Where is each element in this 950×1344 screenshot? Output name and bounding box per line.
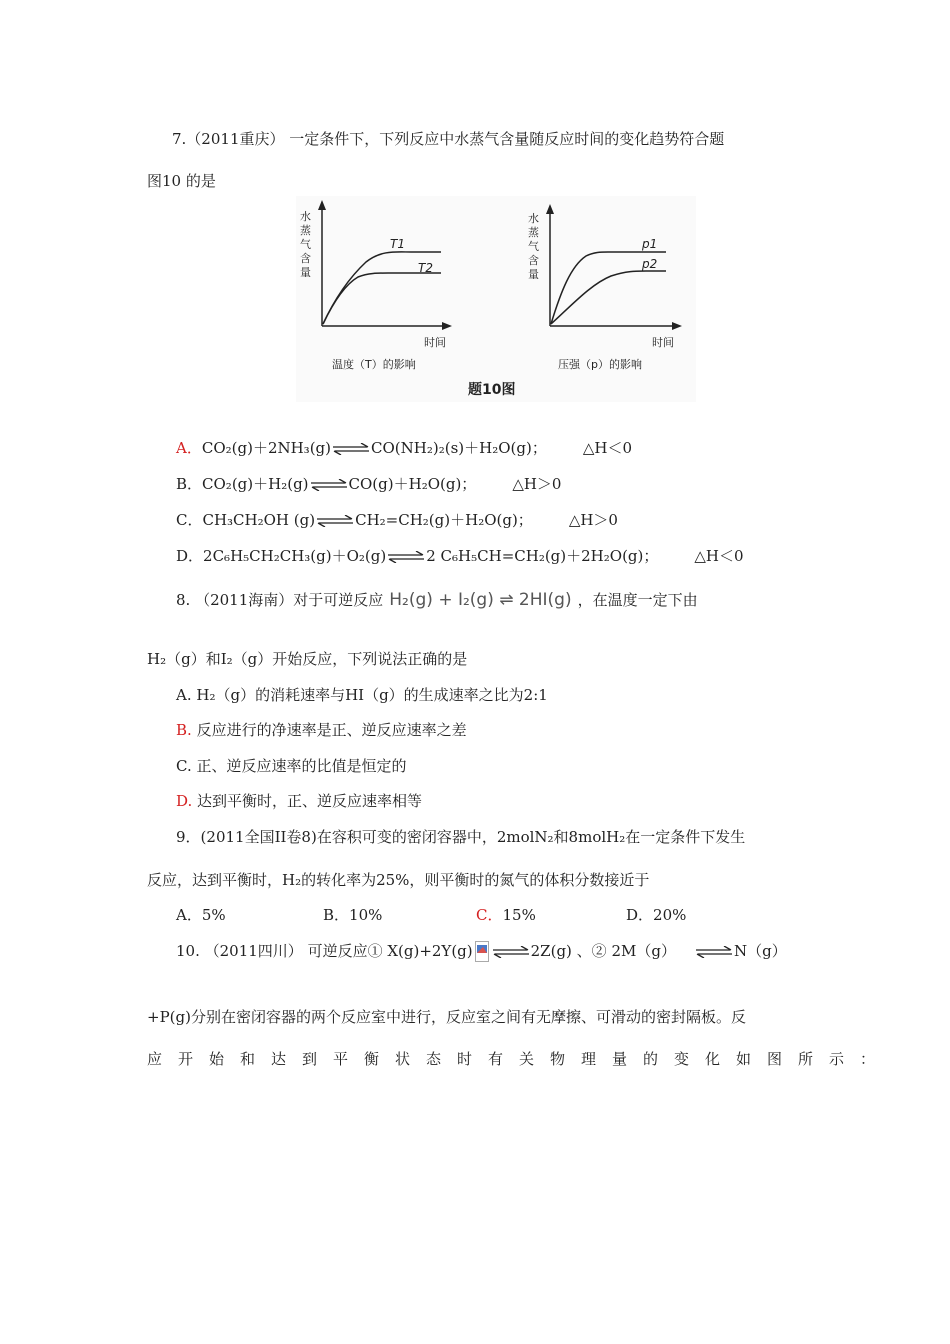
q8-line1-post: ，在温度一定下由	[577, 591, 698, 609]
right-ylabel-char3: 气	[528, 240, 539, 253]
q8-option-d-text: 达到平衡时，正、逆反应速率相等	[192, 792, 423, 810]
left-xlabel: 时间	[424, 336, 446, 349]
q9-option-b-label: B．	[323, 906, 350, 924]
left-ylabel-char3: 气	[300, 238, 311, 251]
q9-option-c	[476, 904, 536, 925]
right-ylabel-char1: 水	[528, 212, 539, 225]
label-p1: p1	[642, 237, 658, 251]
equilibrium-arrow-icon	[315, 515, 355, 527]
q8-line1	[176, 589, 698, 610]
q9-option-b-text: 10%	[349, 906, 383, 924]
q10-line1	[176, 940, 787, 963]
q8-line1-pre: 8. （2011海南）对于可逆反应	[176, 591, 384, 609]
q8-option-b	[176, 719, 467, 740]
q9-line1: 9．(2011全国II卷8)在容积可变的密闭容器中，2molN₂和8molH₂在一定条件下发生	[176, 828, 746, 846]
q8-option-b-label: B.	[176, 721, 192, 739]
q7-option-a-rhs: CO(NH₂)₂(s)＋H₂O(g)；	[371, 439, 547, 457]
broken-image-icon	[475, 941, 489, 963]
equilibrium-arrow-icon	[694, 946, 734, 958]
q8-option-d-label: D.	[176, 792, 193, 810]
q7-line1: 7.（2011重庆） 一定条件下，下列反应中水蒸气含量随反应时间的变化趋势符合题	[172, 130, 725, 148]
q7-option-c-rhs: CH₂=CH₂(g)＋H₂O(g)；	[355, 511, 533, 529]
q8-option-a	[176, 684, 548, 705]
q8-option-a-text: H₂（g）的消耗速率与HI（g）的生成速率之比为2:1	[191, 686, 548, 704]
q7-option-d-lhs: 2C₆H₅CH₂CH₃(g)＋O₂(g)	[203, 547, 387, 565]
q7-option-c-lhs: CH₃CH₂OH (g)	[202, 511, 316, 529]
q10-line3: 应开始和达到平衡状态时有关物理量的变化如图所示：	[147, 1050, 892, 1068]
q8-option-c-text: 正、逆反应速率的比值是恒定的	[191, 757, 407, 775]
right-ylabel-char4: 含	[528, 254, 539, 267]
label-t2: T2	[418, 261, 433, 275]
q10-line1-pre: 10. （2011四川） 可逆反应① X(g)+2Y(g)	[176, 942, 473, 960]
curve-t2	[323, 273, 441, 324]
q7-option-b	[176, 473, 561, 494]
q7-line2: 图10 的是	[147, 172, 216, 190]
equilibrium-arrow-icon	[386, 551, 426, 563]
right-caption: 压强（p）的影响	[558, 358, 642, 371]
q9-option-c-label: C．	[476, 906, 503, 924]
q8-equation: H₂(g) + I₂(g) ⇌ 2HI(g)	[389, 590, 572, 610]
figure-title: 题10图	[468, 382, 516, 398]
q8-option-c-label: C.	[176, 757, 192, 775]
q7-option-c	[176, 509, 618, 530]
q9-option-d	[626, 904, 686, 925]
left-graph	[300, 200, 452, 371]
q8-option-a-label: A.	[176, 686, 192, 704]
equilibrium-arrow-icon	[309, 479, 349, 491]
q10-line2: +P(g)分别在密闭容器的两个反应室中进行，反应室之间有无摩擦、可滑动的密封隔板。反	[147, 1008, 746, 1026]
q7-option-d-label: D．	[176, 547, 204, 565]
q9-line2: 反应，达到平衡时，H₂的转化率为25%，则平衡时的氮气的体积分数接近于	[147, 871, 650, 889]
q8-option-c	[176, 755, 407, 776]
right-graph	[528, 204, 682, 371]
q10-line1-post: N（g）	[733, 942, 787, 960]
equilibrium-arrow-icon	[331, 443, 371, 455]
q9-option-a	[176, 904, 226, 925]
q7-option-b-rhs: CO(g)＋H₂O(g)；	[348, 475, 477, 493]
q7-option-b-dh: △H＞0	[512, 475, 562, 493]
q7-option-c-label: C．	[176, 511, 203, 529]
q9-option-b	[323, 904, 382, 925]
q9-option-a-label: A．	[176, 906, 202, 924]
q9-option-c-text: 15%	[502, 906, 536, 924]
left-ylabel-char1: 水	[300, 210, 311, 223]
label-t1: T1	[390, 237, 405, 251]
right-ylabel-char5: 量	[528, 268, 539, 281]
q7-option-a	[176, 437, 632, 458]
q8-line2: H₂（g）和I₂（g）开始反应，下列说法正确的是	[147, 650, 468, 668]
q10-line1-mid: 2Z(g) 、② 2M（g）	[530, 942, 676, 960]
q8-option-d	[176, 790, 422, 811]
figure-10-graphs	[296, 196, 696, 402]
right-ylabel-char2: 蒸	[528, 226, 539, 239]
q7-option-d-dh: △H＜0	[694, 547, 744, 565]
q7-option-a-label: A．	[176, 439, 202, 457]
q7-option-d	[176, 545, 744, 566]
left-ylabel-char4: 含	[300, 252, 311, 265]
left-ylabel-char5: 量	[300, 266, 311, 279]
q7-option-b-lhs: CO₂(g)＋H₂(g)	[202, 475, 309, 493]
left-ylabel-char2: 蒸	[300, 224, 311, 237]
q9-option-d-text: 20%	[653, 906, 687, 924]
q9-option-a-text: 5%	[201, 906, 226, 924]
label-p2: p2	[642, 257, 658, 271]
q7-option-a-dh: △H＜0	[582, 439, 632, 457]
q9-option-d-label: D．	[626, 906, 654, 924]
q7-option-d-rhs: 2 C₆H₅CH=CH₂(g)＋2H₂O(g)；	[426, 547, 659, 565]
q8-option-b-text: 反应进行的净速率是正、逆反应速率之差	[191, 721, 467, 739]
q7-option-a-lhs: CO₂(g)＋2NH₃(g)	[201, 439, 332, 457]
left-caption: 温度（T）的影响	[332, 358, 416, 371]
q7-option-b-label: B．	[176, 475, 203, 493]
right-xlabel: 时间	[652, 336, 674, 349]
q7-option-c-dh: △H＞0	[568, 511, 618, 529]
equilibrium-arrow-icon	[491, 946, 531, 958]
figure-10	[296, 196, 696, 402]
